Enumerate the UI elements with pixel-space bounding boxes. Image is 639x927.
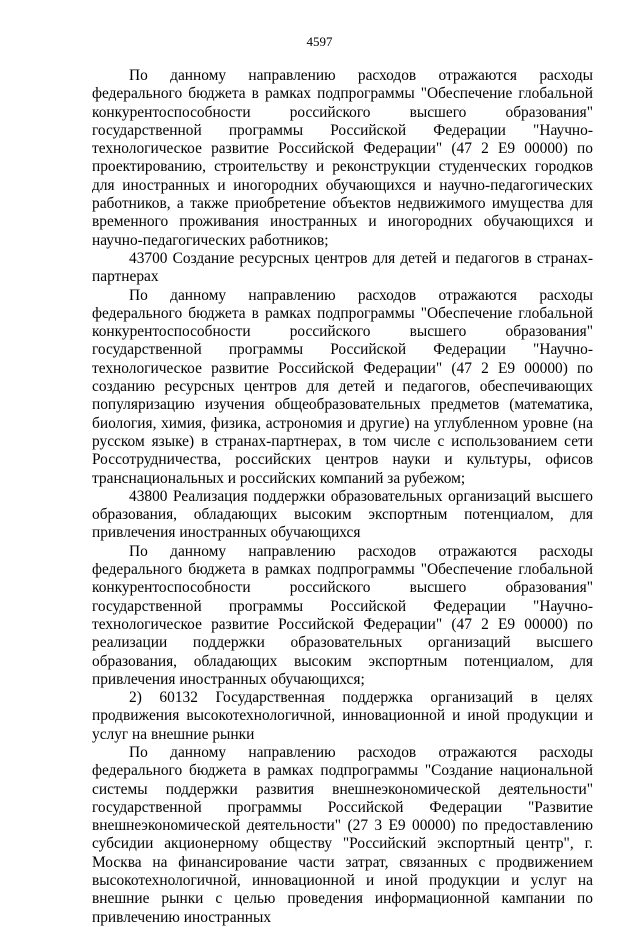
document-body: [92, 67, 593, 927]
paragraph-expense-description-3: По данному направлению расходов отражаются расходы федерального бюджета в рамках подпрограммы "Обеспечение глобальной конкурентоспособности российского высшего образования" государственной программы Российской Федерации "Научно-технологическое развитие Российской Федерации" (47 2 E9 00000) по реализации поддержки образовательных организаций высшего образования, обладающих высоким экспортным потенциалом, для привлечения иностранных обучающихся;: [92, 542, 593, 688]
paragraph-code-60132-heading: 2) 60132 Государственная поддержка организаций в целях продвижения высокотехнологичной, инновационной и иной продукции и услуг на внешние рынки: [92, 689, 593, 743]
paragraph-code-43800-heading: 43800 Реализация поддержки образовательных организаций высшего образования, обладающих высоким экспортным потенциалом, для привлечения иностранных обучающихся: [92, 487, 593, 542]
page-number: 4597: [306, 34, 333, 49]
paragraph-code-43700-heading: 43700 Создание ресурсных центров для детей и педагогов в странах-партнерах: [92, 249, 593, 286]
paragraph-expense-description-4: По данному направлению расходов отражаются расходы федерального бюджета в рамках подпрограммы "Создание национальной системы поддержки развития внешнеэкономической деятельности" государственной программы Российской Федерации "Развитие внешнеэкономической деятельности" (27 3 E9 00000) по предоставлению субсидии акционерному обществу "Российский экспортный центр", г. Москва на финансирование части затрат, связанных с продвижением высокотехнологичной, инновационной и иной продукции и услуг на внешние рынки с целью проведения информационной кампании по привлечению иностранных: [92, 743, 593, 926]
paragraph-expense-description-2: По данному направлению расходов отражаются расходы федерального бюджета в рамках подпрограммы "Обеспечение глобальной конкурентоспособности российского высшего образования" государственной программы Российской Федерации "Научно-технологическое развитие Российской Федерации" (47 2 E9 00000) по созданию ресурсных центров для детей и педагогов, обеспечивающих популяризацию изучения общеобразовательных предметов (математика, биология, химия, физика, астрономия и другие) на углубленном уровне (на русском языке) в странах-партнерах, в том числе с использованием сети Россотрудничества, российских центров науки и культуры, офисов транснациональных и российских компаний за рубежом;: [92, 286, 593, 487]
paragraph-expense-description-1: По данному направлению расходов отражаются расходы федерального бюджета в рамках подпрограммы "Обеспечение глобальной конкурентоспособности российского высшего образования" государственной программы Российской Федерации "Научно-технологическое развитие Российской Федерации" (47 2 E9 00000) по проектированию, строительству и реконструкции студенческих городков для иностранных и иногородних обучающихся и научно-педагогических работников, а также приобретение объектов недвижимого имущества для временного проживания иностранных и иногородних обучающихся и научно-педагогических работников;: [92, 67, 593, 249]
